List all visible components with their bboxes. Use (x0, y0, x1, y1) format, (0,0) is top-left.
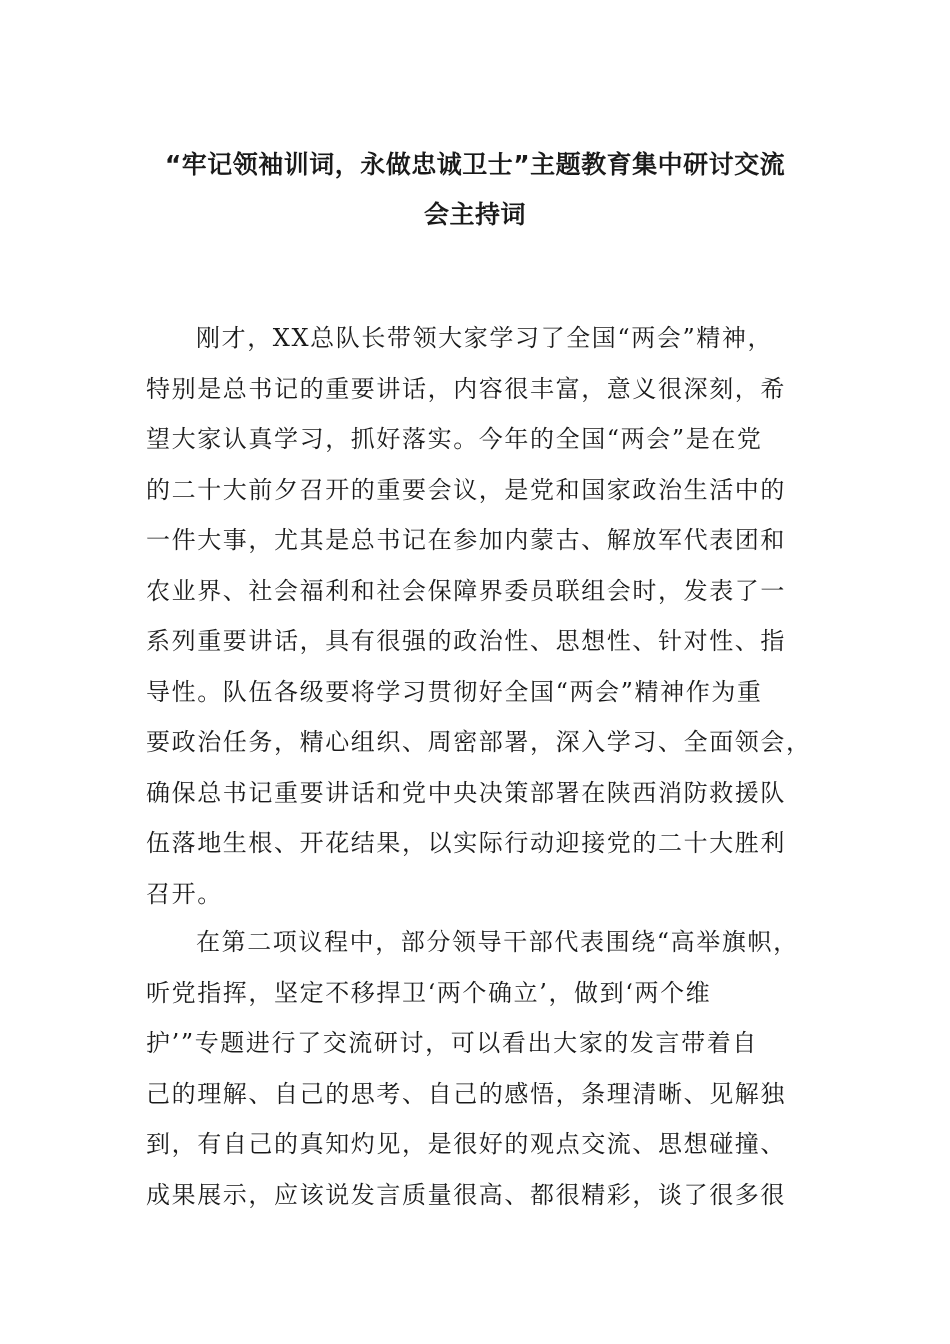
paragraph-line: 护’”专题进行了交流研讨，可以看出大家的发言带着自 (146, 1029, 758, 1057)
paragraph-line: 到，有自己的真知灼见，是很好的观点交流、思想碰撞、 (146, 1130, 786, 1158)
paragraph-line: 伍落地生根、开花结果，以实际行动迎接党的二十大胜利 (146, 829, 786, 857)
paragraph-line: 农业界、社会福利和社会保障界委员联组会时，发表了一 (146, 576, 786, 605)
paragraph-line: 系列重要讲话，具有很强的政治性、思想性、针对性、指 (146, 627, 786, 655)
paragraph-line: 确保总书记重要讲话和党中央决策部署在陕西消防救援队 (146, 778, 786, 807)
paragraph-line: 的二十大前夕召开的重要会议，是党和国家政治生活中的 (146, 475, 786, 504)
document-title (120, 140, 830, 240)
paragraph-line: 要政治任务，精心组织、周密部署，深入学习、全面领会， (146, 728, 812, 756)
paragraph-line: 导性。队伍各级要将学习贯彻好全国“两会”精神作为重 (146, 677, 763, 706)
paragraph-line: 在第二项议程中，部分领导干部代表围绕“高举旗帜， (196, 928, 799, 956)
paragraph-line: 特别是总书记的重要讲话，内容很丰富，意义很深刻，希 (146, 374, 786, 403)
paragraph-line: 召开。 (146, 879, 223, 908)
paragraph-line: 刚才，XX总队长带领大家学习了全国“两会”精神， (196, 324, 774, 352)
paragraph-line: 一件大事，尤其是总书记在参加内蒙古、解放军代表团和 (146, 526, 786, 554)
paragraph-line: 听党指挥，坚定不移捍卫‘两个确立’，做到‘两个维 (146, 978, 712, 1007)
title-line: 会主持词 (423, 200, 526, 229)
title-line: “牢记领袖训词，永做忠诚卫士”主题教育集中研讨交流 (164, 150, 786, 179)
body-paragraph (146, 313, 810, 919)
paragraph-line: 己的理解、自己的思考、自己的感悟，条理清晰、见解独 (146, 1079, 786, 1108)
body-paragraph (146, 917, 810, 1220)
paragraph-line: 成果展示，应该说发言质量很高、都很精彩，谈了很多很 (146, 1180, 786, 1209)
paragraph-line: 望大家认真学习，抓好落实。今年的全国“两会”是在党 (146, 425, 763, 453)
